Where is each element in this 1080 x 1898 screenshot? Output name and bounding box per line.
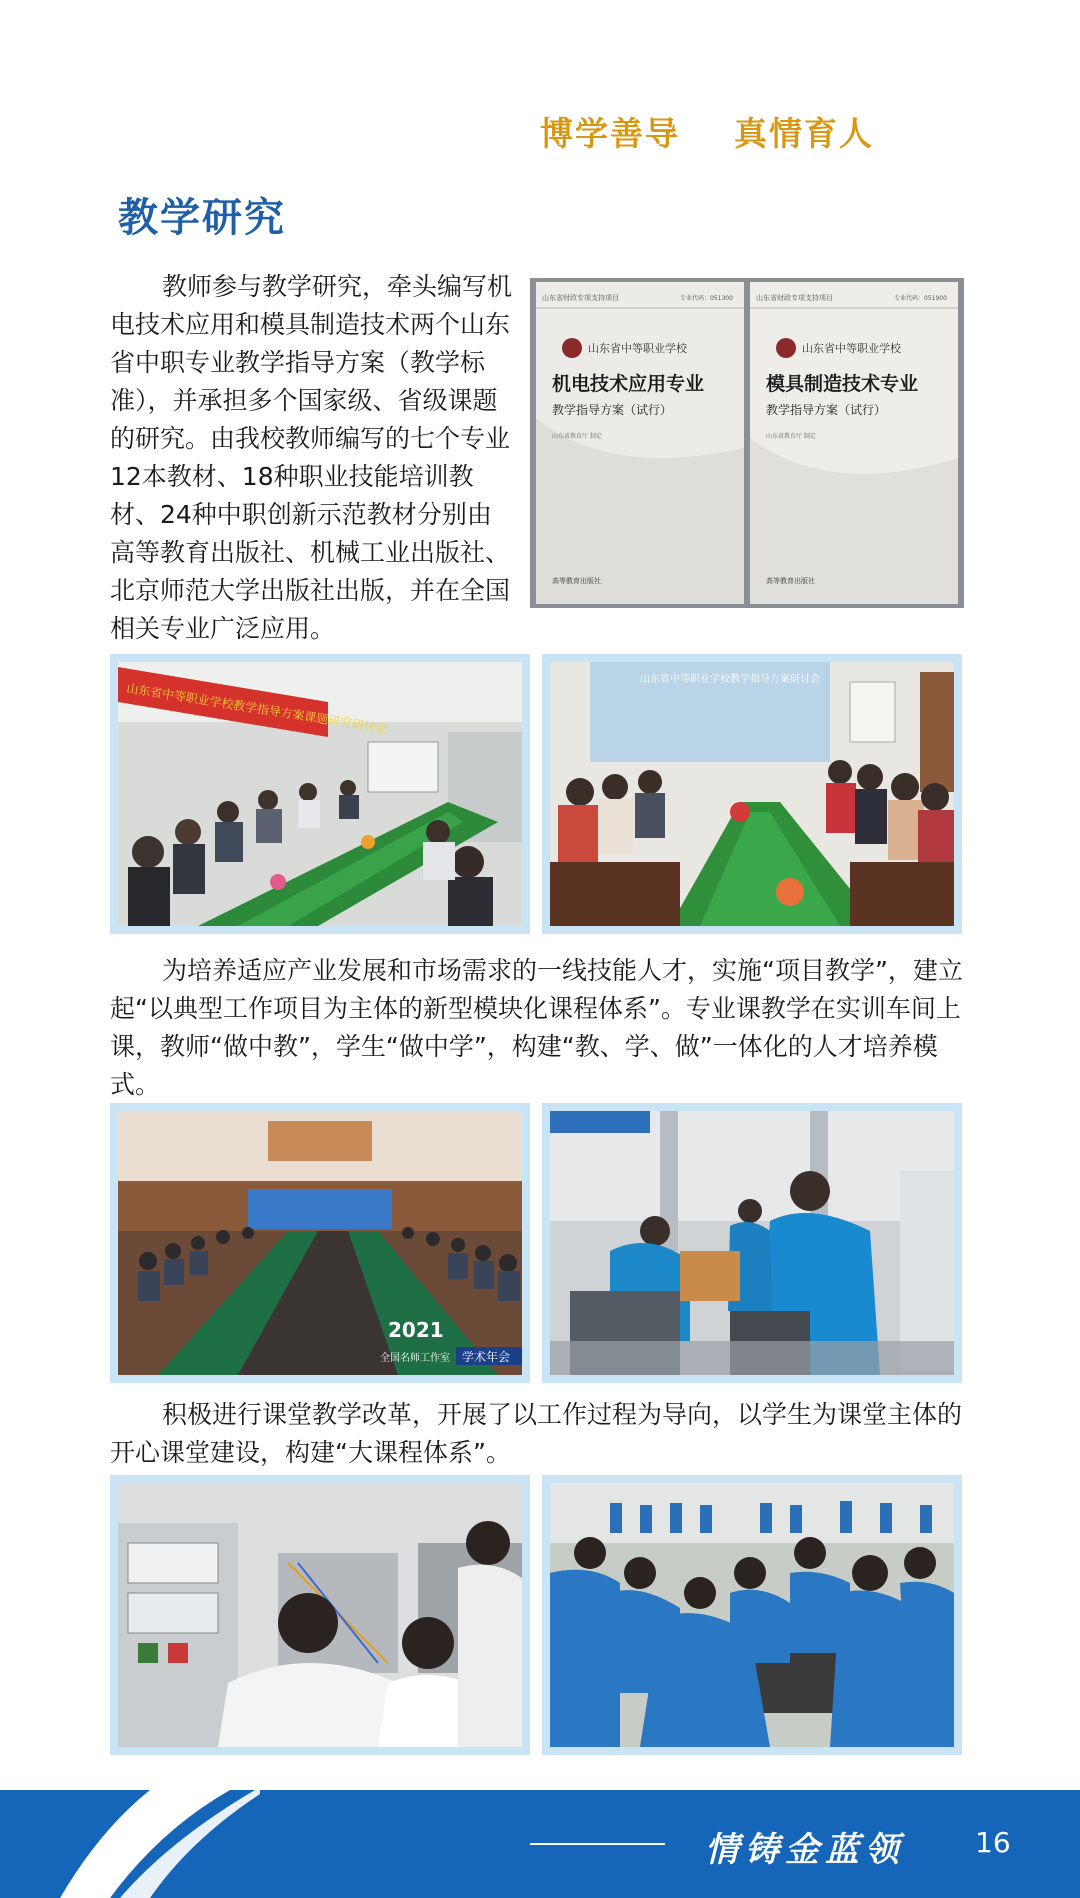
student-practice-photo [542, 1475, 962, 1755]
book-right-subtitle: 教学指导方案（试行） [766, 403, 887, 417]
book-covers-photo [530, 278, 964, 608]
paragraph-teaching-research: 教师参与教学研究，牵头编写机电技术应用和模具制造技术两个山东省中职专业教学指导方案（教学标准），并承担多个国家级、省级课题的研究。由我校教师编写的七个专业12本教材、18种职业技能培训教材、24种中职创新示范教材分别由高等教育出版社、机械工业出版社、北京师范大学出版社出版，并在全国相关专业广泛应用。 [110, 272, 513, 643]
paragraph-project-teaching: 为培养适应产业发展和市场需求的一线技能人才，实施“项目教学”，建立起“以典型工作项目为主体的新型模块化课程体系”。专业课教学在实训车间上课，教师“做中教”，学生“做中学”，构建“教、学、做”一体化的人才培养模式。 [110, 956, 963, 1099]
book-right-school: 山东省中等职业学校 [802, 342, 901, 355]
book-left-code: 专业代码：051300 [680, 295, 733, 302]
electrical-lab-photo [110, 1475, 530, 1755]
page-number: 16 [975, 1826, 1011, 1859]
conference-name: 全国名师工作室 [380, 1353, 450, 1364]
meeting-banner-right: 山东省中等职业学校教学指导方案研讨会 [640, 674, 820, 685]
meeting-banner-left: 山东省中等职业学校教学指导方案课题研究研讨会 [125, 681, 389, 737]
book-right-title: 模具制造技术专业 [766, 373, 919, 395]
book-right-code: 专业代码：051900 [894, 295, 947, 302]
meeting-photo-right [542, 654, 962, 934]
book-left-title: 机电技术应用专业 [552, 373, 705, 395]
footer-swoosh-decoration [0, 1790, 260, 1898]
conference-year: 2021 [388, 1318, 444, 1342]
book-left-issuer: 山东省教育厅 制定 [552, 433, 602, 440]
workshop-photo [542, 1103, 962, 1383]
book-right-series: 山东省财政专项支持项目 [756, 294, 833, 302]
book-left-publisher: 高等教育出版社 [552, 577, 601, 585]
book-left-subtitle: 教学指导方案（试行） [552, 403, 673, 417]
paragraph-classroom-reform: 积极进行课堂教学改革，开展了以工作过程为导向，以学生为课堂主体的开心课堂建设，构建“大课程体系”。 [110, 1400, 963, 1467]
book-left-series: 山东省财政专项支持项目 [542, 294, 619, 302]
book-left-school: 山东省中等职业学校 [588, 342, 687, 355]
page-motto: 博学善导 真情育人 [540, 114, 874, 153]
book-right-issuer: 山东省教育厅 制定 [766, 433, 816, 440]
section-title: 教学研究 [118, 195, 286, 241]
conference-photo [110, 1103, 530, 1383]
meeting-photo-left [110, 654, 530, 934]
book-right-publisher: 高等教育出版社 [766, 577, 815, 585]
footer-slogan: 情铸金蓝领 [705, 1830, 905, 1870]
footer-divider-line [530, 1843, 665, 1845]
conference-caption: 学术年会 [462, 1350, 511, 1364]
